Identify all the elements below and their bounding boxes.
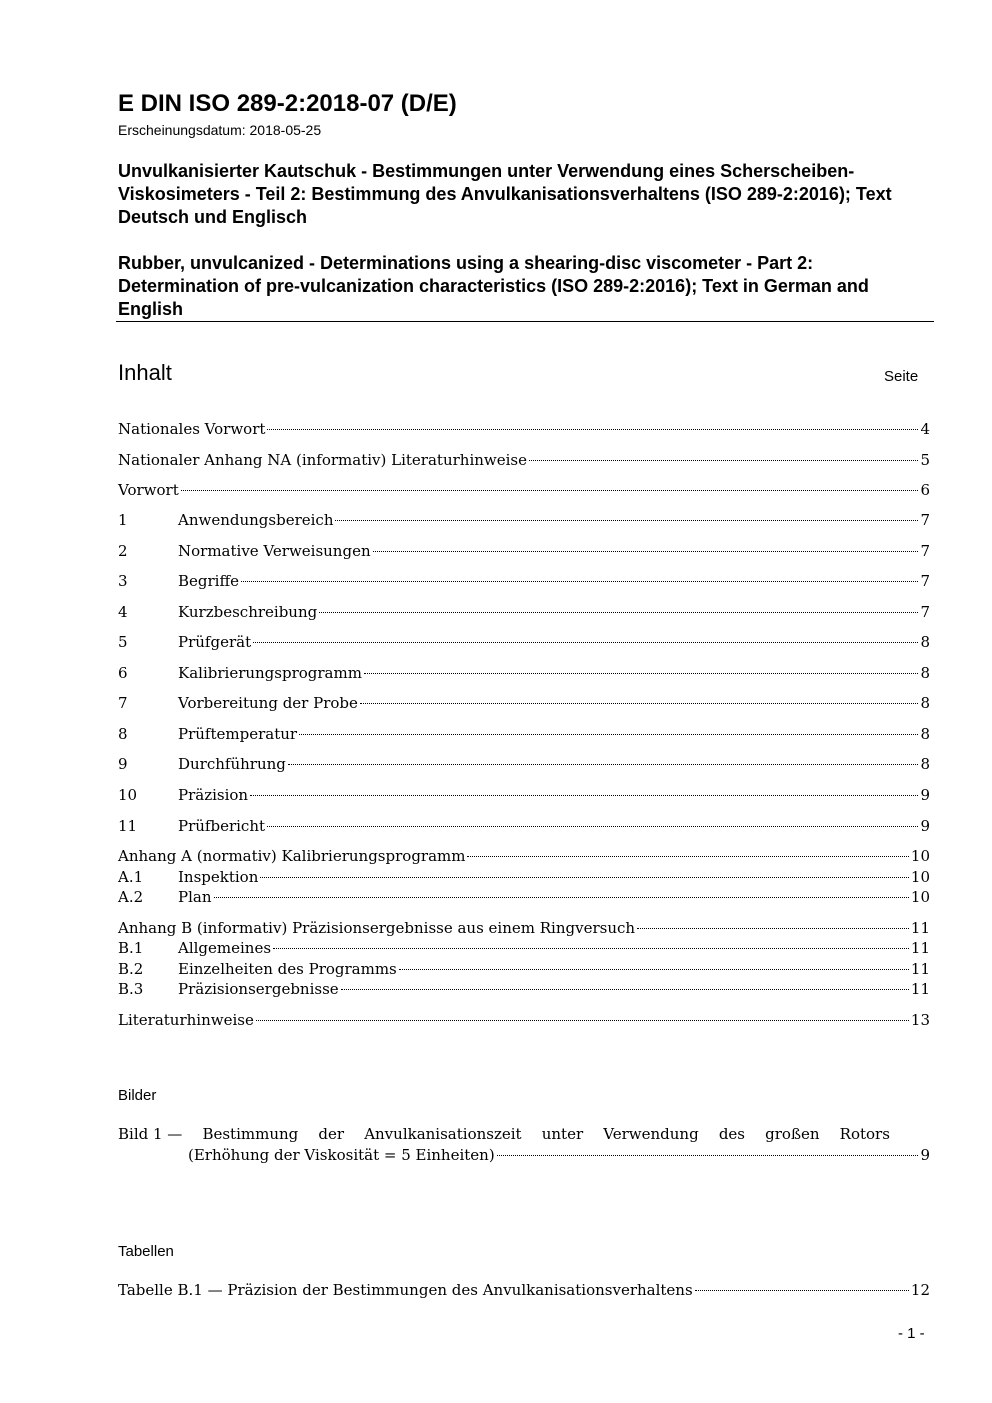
toc-entry-page: 8	[920, 633, 930, 651]
toc-leader-dots	[399, 969, 909, 970]
toc-entry-number: 6	[118, 664, 128, 682]
table-entry[interactable]	[118, 1281, 930, 1299]
figure-title-word: Verwendung	[603, 1125, 699, 1143]
toc-leader-dots	[637, 928, 909, 929]
toc-entry-title: Durchführung	[178, 755, 286, 773]
toc-leader-dots	[319, 612, 918, 613]
toc-entry-number: 10	[118, 786, 138, 804]
table-entry-title: Tabelle B.1 — Präzision der Bestimmungen des Anvulkanisationsverhaltens	[118, 1281, 693, 1299]
toc-entry-page: 7	[920, 542, 930, 560]
toc-leader-dots	[341, 989, 909, 990]
toc-leader-dots	[273, 948, 909, 949]
toc-entry-number: 5	[118, 633, 128, 651]
toc-leader-dots	[267, 826, 918, 827]
toc-entry[interactable]	[118, 754, 930, 774]
title-divider	[116, 321, 934, 322]
toc-entry-title: Präzisionsergebnisse	[178, 980, 339, 998]
toc-entry-title: Normative Verweisungen	[178, 542, 371, 560]
toc-entry-title: Anhang A (normativ) Kalibrierungsprogramm	[118, 847, 466, 865]
toc-entry-title: Prüftemperatur	[178, 725, 298, 743]
figure-title-word: Anvulkanisationszeit	[364, 1125, 522, 1143]
toc-leader-dots	[529, 460, 918, 461]
toc-entry-number: 1	[118, 511, 128, 529]
figure-title-word: Rotors	[839, 1125, 890, 1143]
toc-entry-page: 4	[920, 420, 930, 438]
toc-leader-dots	[181, 490, 919, 491]
toc-entry-number: 2	[118, 542, 128, 560]
toc-entry-number: 9	[118, 755, 128, 773]
toc-leader-dots	[256, 1020, 909, 1021]
toc-entry[interactable]	[118, 867, 930, 887]
title-english: Rubber, unvulcanized - Determinations using a shearing-disc viscometer - Part 2: Determination of pre-vulcanization characteristics (ISO 289-2:2016); Text in German and English	[118, 253, 869, 319]
toc-entry-page: 8	[920, 755, 930, 773]
toc-entry-page: 7	[920, 511, 930, 529]
toc-entry-number: A.1	[118, 868, 144, 886]
figure-title-continued: (Erhöhung der Viskosität = 5 Einheiten)	[188, 1146, 495, 1164]
toc-entry-page: 7	[920, 603, 930, 621]
toc-entry-page: 11	[910, 919, 930, 937]
toc-entry-page: 9	[920, 817, 930, 835]
toc-entry-number: 11	[118, 817, 138, 835]
toc-entry-number: B.3	[118, 980, 144, 998]
toc-entry-page: 10	[910, 888, 930, 906]
toc-entry-title: Prüfgerät	[178, 633, 252, 651]
toc-entry[interactable]	[118, 693, 930, 713]
toc-entry-title: Kalibrierungsprogramm	[178, 664, 362, 682]
figure-title-word: des	[718, 1125, 745, 1143]
publication-date: Erscheinungsdatum: 2018-05-25	[118, 122, 322, 138]
toc-leader-dots	[288, 764, 919, 765]
toc-leader-dots	[299, 734, 918, 735]
figures-heading: Bilder	[118, 1087, 157, 1104]
toc-leader-dots	[241, 581, 918, 582]
toc-heading: Inhalt	[118, 360, 172, 385]
toc-leader-dots	[695, 1290, 909, 1291]
document-id: E DIN ISO 289-2:2018-07 (D/E)	[118, 90, 457, 117]
toc-entry-number: 8	[118, 725, 128, 743]
figure-entry-line2[interactable]	[188, 1146, 930, 1164]
toc-entry[interactable]	[118, 846, 930, 866]
toc-entry-page: 6	[920, 481, 930, 499]
title-german: Unvulkanisierter Kautschuk - Bestimmungen unter Verwendung eines Scherscheiben-Viskosimeters - Teil 2: Bestimmung des Anvulkanisationsverhaltens (ISO 289-2:2016); Text Deutsch und Englisch	[118, 161, 892, 227]
toc-entry-page: 13	[910, 1011, 930, 1029]
toc-entry-title: Prüfbericht	[178, 817, 266, 835]
toc-entry-page: 8	[920, 694, 930, 712]
toc-entry[interactable]	[118, 541, 930, 561]
figure-label: Bild 1 —	[118, 1125, 183, 1143]
toc-leader-dots	[250, 795, 918, 796]
toc-entry-page: 11	[910, 939, 930, 957]
toc-entry-page: 9	[920, 786, 930, 804]
toc-leader-dots	[364, 673, 919, 674]
toc-entry[interactable]	[118, 816, 930, 836]
toc-entry-page: 8	[920, 664, 930, 682]
toc-leader-dots	[260, 877, 909, 878]
toc-leader-dots	[214, 897, 909, 898]
toc-entry[interactable]	[118, 724, 930, 744]
toc-leader-dots	[467, 856, 908, 857]
toc-entry-title: Literaturhinweise	[118, 1011, 254, 1029]
toc-entry-title: Nationaler Anhang NA (informativ) Literaturhinweise	[118, 451, 527, 469]
toc-leader-dots	[267, 429, 918, 430]
toc-entry[interactable]	[118, 938, 930, 958]
toc-entry-number: A.2	[118, 888, 144, 906]
toc-leader-dots	[253, 642, 918, 643]
toc-entry-title: Vorwort	[118, 481, 179, 499]
figure-page: 9	[920, 1146, 930, 1164]
toc-entry-page: 7	[920, 572, 930, 590]
toc-entry[interactable]	[118, 1010, 930, 1030]
toc-entry[interactable]	[118, 959, 930, 979]
table-entry-page: 12	[910, 1281, 930, 1299]
toc-entry-page: 5	[920, 451, 930, 469]
toc-entry[interactable]	[118, 419, 930, 439]
toc-entry-page: 11	[910, 980, 930, 998]
toc-entry[interactable]	[118, 450, 930, 470]
toc-entry-number: B.2	[118, 960, 144, 978]
toc-entry-title: Vorbereitung der Probe	[178, 694, 358, 712]
toc-entry[interactable]	[118, 602, 930, 622]
toc-entry[interactable]	[118, 510, 930, 530]
toc-entry[interactable]	[118, 571, 930, 591]
toc-entry-title: Nationales Vorwort	[118, 420, 266, 438]
toc-entry[interactable]	[118, 918, 930, 938]
toc-leader-dots	[360, 703, 919, 704]
toc-entry[interactable]	[118, 785, 930, 805]
toc-entry-title: Inspektion	[178, 868, 259, 886]
toc-entry-title: Anhang B (informativ) Präzisionsergebnisse aus einem Ringversuch	[118, 919, 636, 937]
toc-entry-number: 3	[118, 572, 128, 590]
toc-entry-title: Einzelheiten des Programms	[178, 960, 397, 978]
toc-entry-page: 10	[910, 868, 930, 886]
toc-entry-title: Präzision	[178, 786, 249, 804]
toc-page-label: Seite	[884, 368, 919, 385]
page-number: - 1 -	[898, 1325, 925, 1342]
toc-entry[interactable]	[118, 979, 930, 999]
toc-entry-title: Allgemeines	[178, 939, 272, 957]
figure-entry-line1[interactable]	[118, 1125, 890, 1143]
toc-entry[interactable]	[118, 663, 930, 683]
figure-title-word: großen	[765, 1125, 820, 1143]
figure-title-word: unter	[541, 1125, 584, 1143]
toc-leader-dots	[373, 551, 919, 552]
toc-entry-page: 8	[920, 725, 930, 743]
toc-entry-title: Plan	[178, 888, 212, 906]
toc-entry[interactable]	[118, 887, 930, 907]
toc-entry-page: 11	[910, 960, 930, 978]
toc-leader-dots	[497, 1155, 919, 1156]
toc-entry-title: Kurzbeschreibung	[178, 603, 318, 621]
toc-entry-number: 4	[118, 603, 128, 621]
toc-entry-number: B.1	[118, 939, 144, 957]
figure-title-word: der	[318, 1125, 345, 1143]
toc-entry-number: 7	[118, 694, 128, 712]
toc-entry-title: Anwendungsbereich	[178, 511, 334, 529]
toc-entry-page: 10	[910, 847, 930, 865]
figure-title-word: Bestimmung	[202, 1125, 299, 1143]
toc-entry[interactable]	[118, 632, 930, 652]
toc-entry[interactable]	[118, 480, 930, 500]
toc-leader-dots	[335, 520, 918, 521]
tables-heading: Tabellen	[118, 1243, 174, 1260]
toc-entry-title: Begriffe	[178, 572, 240, 590]
